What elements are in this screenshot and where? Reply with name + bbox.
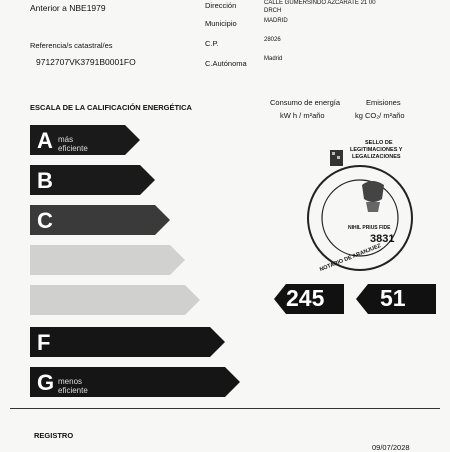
footer-divider bbox=[10, 408, 440, 409]
band-f-arrow bbox=[30, 327, 225, 357]
cp-label: C.P. bbox=[205, 39, 219, 48]
band-d-arrow bbox=[30, 245, 185, 275]
scale-title: ESCALA DE LA CALIFICACIÓN ENERGÉTICA bbox=[30, 103, 192, 112]
stamp-ring-text: NOTARIO DE ARANJUEZ bbox=[318, 243, 382, 274]
emissions-value: 51 bbox=[380, 285, 406, 311]
stamp-title-2: LEGITIMACIONES Y bbox=[350, 147, 403, 153]
emissions-unit: kg CO₂/ m²año bbox=[355, 111, 405, 120]
cp-value: 28026 bbox=[264, 37, 281, 43]
stamp-title-1: SELLO DE bbox=[365, 140, 393, 146]
band-a-letter: A bbox=[37, 128, 53, 153]
address-label: Dirección bbox=[205, 1, 237, 10]
band-e-arrow bbox=[30, 285, 200, 315]
consumption-unit: kW h / m²año bbox=[280, 111, 325, 120]
consumption-value: 245 bbox=[286, 285, 325, 311]
band-e-letter bbox=[37, 288, 52, 314]
municipio-label: Municipio bbox=[205, 19, 237, 28]
autonoma-label: C.Autónoma bbox=[205, 59, 247, 68]
band-d-letter bbox=[37, 248, 53, 274]
stamp-title-3: LEGALIZACIONES bbox=[352, 154, 401, 160]
registro-label: REGISTRO bbox=[34, 431, 74, 440]
band-g-letter: G bbox=[37, 370, 55, 395]
emissions-header: Emisiones bbox=[366, 98, 401, 107]
notary-stamp bbox=[300, 140, 420, 275]
consumption-header: Consumo de energía bbox=[270, 98, 341, 107]
municipio-value: MADRID bbox=[264, 18, 288, 24]
band-c-letter: C bbox=[37, 208, 53, 233]
stamp-number: 3831 bbox=[370, 233, 395, 245]
band-f-letter: F bbox=[37, 330, 51, 355]
cadastral-ref-value: 9712707VK3791B0001FO bbox=[36, 57, 136, 67]
address-value: CALLE GUMERSINDO AZCARATE 21 00 bbox=[264, 0, 376, 6]
stamp-fide: NIHIL PRIUS FIDE bbox=[348, 225, 391, 231]
prior-norm: Anterior a NBE1979 bbox=[30, 3, 106, 13]
band-a-label: más eficiente bbox=[58, 135, 88, 153]
band-g-label: menos eficiente bbox=[58, 377, 88, 395]
footer-date: 09/07/2028 bbox=[372, 443, 410, 452]
address-value-2: DRCH bbox=[264, 8, 282, 14]
band-b-letter: B bbox=[37, 168, 53, 193]
autonoma-value: Madrid bbox=[264, 56, 283, 62]
cadastral-ref-label: Referencia/s catastral/es bbox=[30, 41, 113, 50]
